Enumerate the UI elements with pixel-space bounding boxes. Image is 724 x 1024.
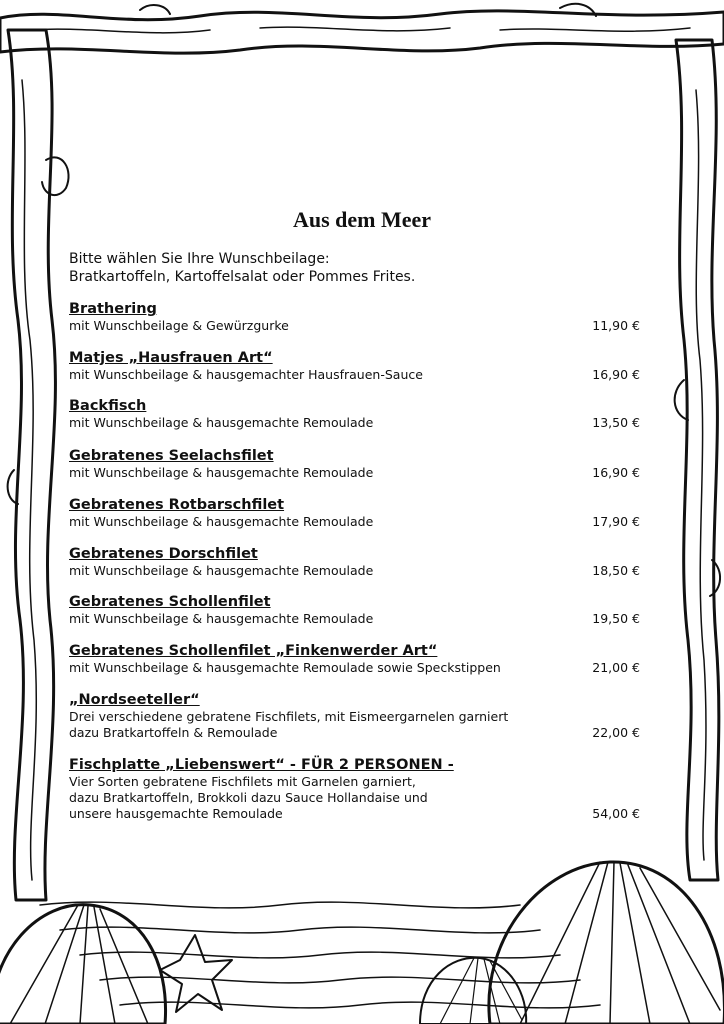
intro-line-1: Bitte wählen Sie Ihre Wunschbeilage: [69,251,330,267]
item-description: mit Wunschbeilage & hausgemachte Remoulade [69,611,374,626]
item-description: mit Wunschbeilage & Gewürzgurke [69,318,289,333]
item-price: 54,00 € [592,806,640,821]
item-price: 16,90 € [592,465,640,480]
menu-item [69,643,640,676]
item-description: mit Wunschbeilage & hausgemachte Remoulade sowie Speckstippen [69,660,501,675]
item-name: Backfisch [69,398,147,414]
starfish [160,935,232,1012]
top-driftwood [0,11,724,53]
item-price: 19,50 € [592,611,640,626]
item-price: 17,90 € [592,514,640,529]
item-name: Gebratenes Seelachsfilet [69,448,274,464]
menu-item [69,448,640,481]
item-name: Gebratenes Schollenfilet [69,594,271,610]
item-name: Gebratenes Schollenfilet „Finkenwerder Art“ [69,643,438,659]
menu-item [69,546,640,579]
item-description: dazu Bratkartoffeln & Remoulade [69,725,278,740]
item-description: Vier Sorten gebratene Fischfilets mit Garnelen garniert, [69,774,416,789]
menu-item [69,350,640,383]
intro-line-2: Bratkartoffeln, Kartoffelsalat oder Pommes Frites. [69,269,416,285]
item-name: „Nordseeteller“ [69,692,200,708]
right-driftwood [676,40,719,880]
item-name: Matjes „Hausfrauen Art“ [69,350,273,366]
item-description: mit Wunschbeilage & hausgemachte Remoulade [69,514,374,529]
small-shell [420,958,526,1024]
item-description: dazu Bratkartoffeln, Brokkoli dazu Sauce Hollandaise und [69,790,428,805]
page-title: Aus dem Meer [292,207,432,232]
item-name: Gebratenes Rotbarschfilet [69,497,285,513]
menu-item [69,301,640,334]
item-price: 22,00 € [592,725,640,740]
menu-item [69,398,640,431]
item-name: Gebratenes Dorschfilet [69,546,258,562]
item-description: mit Wunschbeilage & hausgemachte Remoulade [69,415,374,430]
item-price: 18,50 € [592,563,640,578]
item-description: mit Wunschbeilage & hausgemachter Hausfrauen-Sauce [69,367,423,382]
menu-item [69,594,640,627]
item-price: 21,00 € [592,660,640,675]
item-description: mit Wunschbeilage & hausgemachte Remoulade [69,465,374,480]
item-price: 11,90 € [592,318,640,333]
menu-item [69,497,640,530]
item-description: mit Wunschbeilage & hausgemachte Remoulade [69,563,374,578]
menu-item [69,757,640,822]
item-description: unsere hausgemachte Remoulade [69,806,283,821]
item-description: Drei verschiedene gebratene Fischfilets, mit Eismeergarnelen garniert [69,709,509,724]
item-name: Brathering [69,301,157,317]
item-price: 13,50 € [592,415,640,430]
intro-text [69,250,629,286]
menu-item [69,692,640,741]
item-name: Fischplatte „Liebenswert“ - FÜR 2 PERSONEN - [69,757,454,773]
item-price: 16,90 € [592,367,640,382]
